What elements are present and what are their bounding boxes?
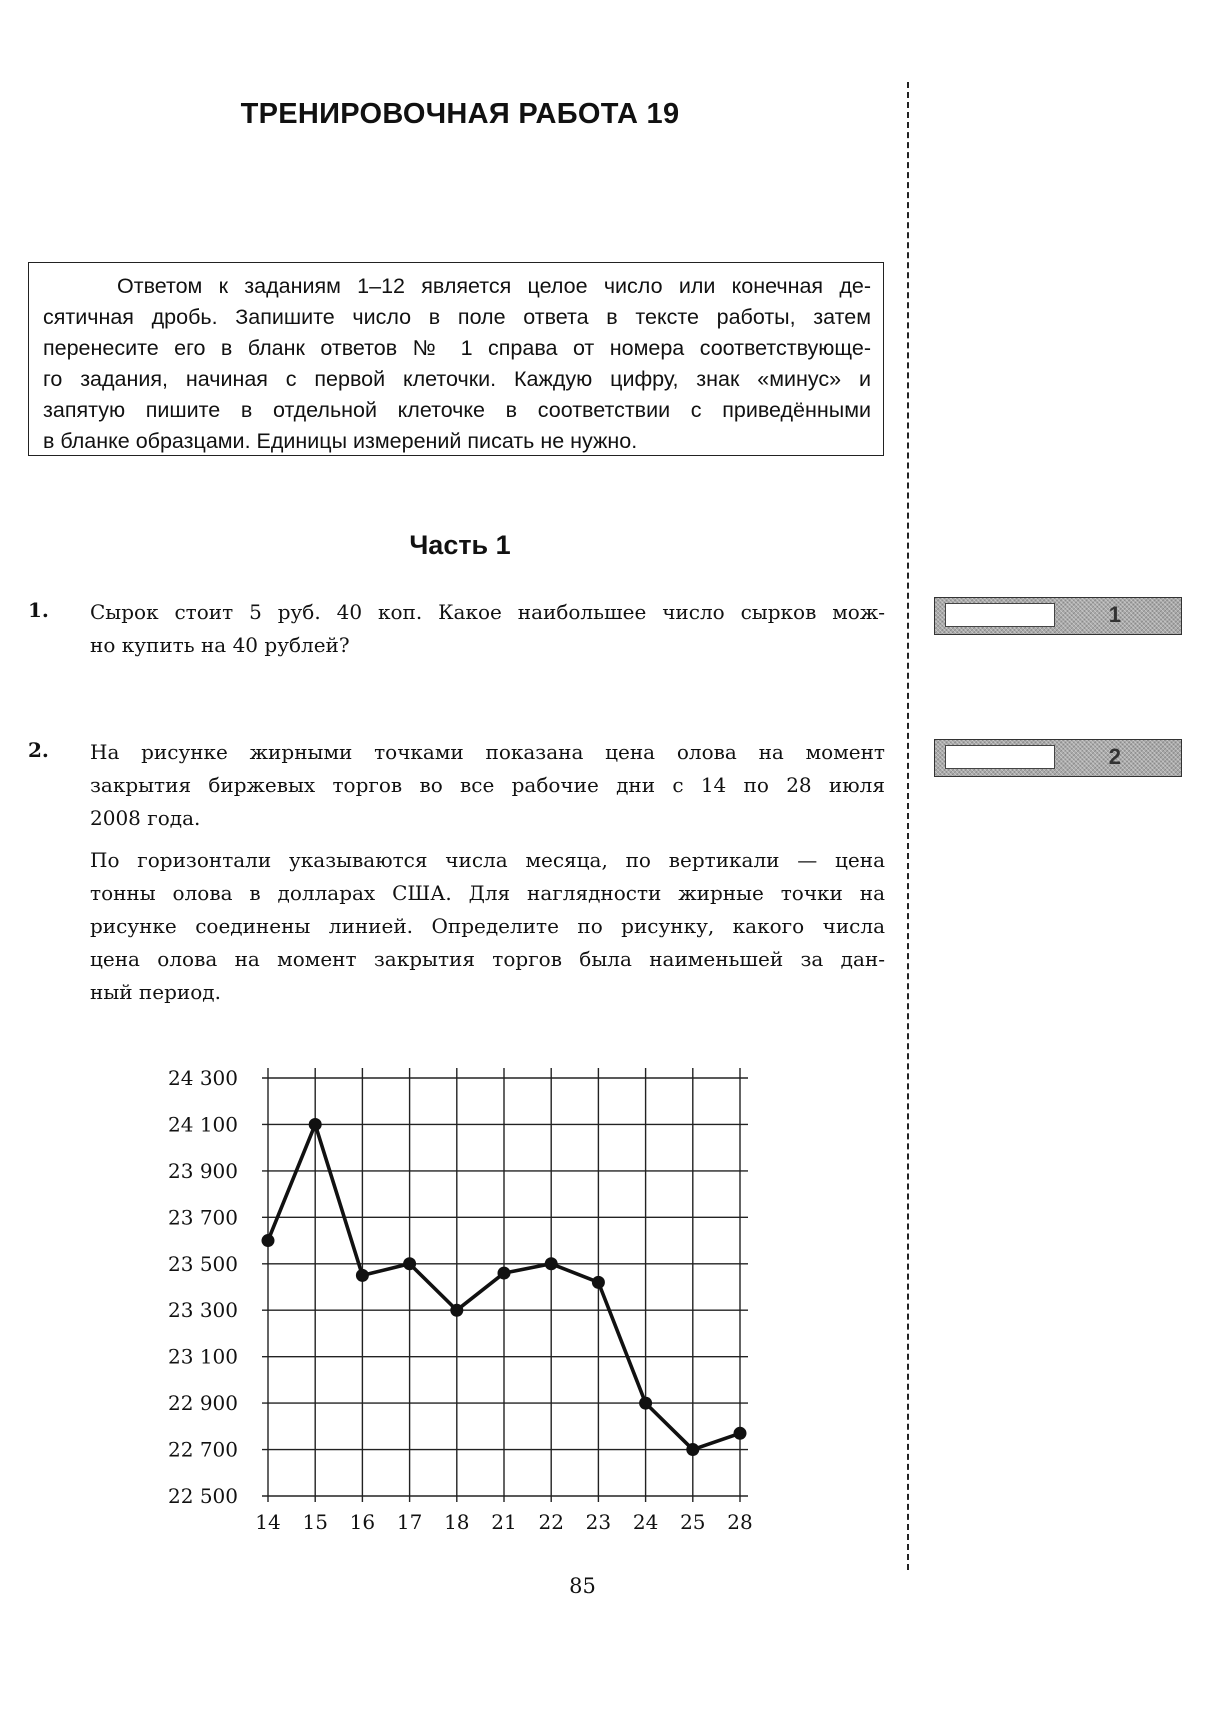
tin-price-chart bbox=[150, 1055, 760, 1545]
x-tick-label: 17 bbox=[396, 1510, 423, 1534]
y-tick-label: 24 300 bbox=[168, 1066, 238, 1090]
y-tick-label: 22 500 bbox=[168, 1484, 238, 1508]
y-tick-label: 23 900 bbox=[168, 1158, 238, 1183]
cut-line bbox=[907, 82, 909, 1570]
part-heading: Часть 1 bbox=[409, 530, 511, 560]
question-line: На рисунке жирными точками показана цена олова на момент bbox=[90, 740, 885, 764]
y-tick-label: 22 700 bbox=[168, 1437, 238, 1462]
x-tick-label: 16 bbox=[349, 1510, 376, 1534]
answer-number: 1 bbox=[1108, 602, 1121, 627]
instruction-line: запятую пишите в отдельной клеточке в соответствии с приведёнными bbox=[43, 398, 871, 422]
question-2-text-continued bbox=[90, 844, 885, 1009]
data-point bbox=[403, 1257, 416, 1270]
instruction-line: го задания, начиная с первой клеточки. Каждую цифру, знак «минус» и bbox=[43, 367, 871, 391]
instruction-line: в бланке образцами. Единицы измерений писать не нужно. bbox=[43, 429, 638, 453]
y-tick-label: 23 700 bbox=[168, 1205, 238, 1230]
x-tick-label: 14 bbox=[255, 1510, 281, 1534]
data-point bbox=[450, 1304, 463, 1317]
question-line: тонны олова в долларах США. Для наглядности жирные точки на bbox=[90, 881, 885, 905]
answer-number: 2 bbox=[1108, 744, 1121, 769]
x-tick-label: 15 bbox=[302, 1510, 328, 1534]
data-point bbox=[262, 1234, 275, 1247]
instruction-line: перенесите его в бланк ответов № 1 справа от номера соответствующе- bbox=[43, 336, 871, 360]
page-title: ТРЕНИРОВОЧНАЯ РАБОТА 19 bbox=[240, 98, 680, 130]
question-line: По горизонтали указываются числа месяца, по вертикали — цена bbox=[90, 848, 885, 872]
question-line: Сырок стоит 5 руб. 40 коп. Какое наибольшее число сырков мож- bbox=[90, 600, 885, 624]
x-tick-label: 24 bbox=[632, 1510, 659, 1534]
x-tick-label: 25 bbox=[680, 1510, 706, 1534]
data-point bbox=[686, 1443, 699, 1456]
question-line: ный период. bbox=[90, 980, 221, 1004]
data-point bbox=[592, 1276, 605, 1289]
answer-input[interactable] bbox=[945, 745, 1055, 769]
question-2-text bbox=[90, 736, 885, 835]
data-point bbox=[545, 1257, 558, 1270]
y-tick-label: 23 100 bbox=[168, 1344, 238, 1369]
question-number: 2. bbox=[28, 738, 49, 762]
answer-field-2[interactable] bbox=[934, 739, 1182, 777]
page-number: 85 bbox=[569, 1574, 596, 1598]
answer-field-1[interactable] bbox=[934, 597, 1182, 635]
instruction-line: сятичная дробь. Запишите число в поле ответа в тексте работы, затем bbox=[43, 305, 871, 329]
instruction-line: Ответом к заданиям 1–12 является целое число или конечная де- bbox=[117, 274, 871, 298]
x-tick-label: 22 bbox=[538, 1510, 564, 1534]
data-point bbox=[734, 1427, 747, 1440]
question-line: 2008 года. bbox=[90, 806, 201, 830]
y-tick-label: 24 100 bbox=[168, 1112, 238, 1137]
x-tick-label: 23 bbox=[585, 1510, 612, 1534]
instructions-box bbox=[28, 262, 884, 456]
data-point bbox=[309, 1118, 322, 1131]
x-tick-label: 18 bbox=[444, 1510, 470, 1534]
data-point bbox=[498, 1267, 511, 1280]
question-line: цена олова на момент закрытия торгов была наименьшей за дан- bbox=[90, 947, 885, 971]
y-tick-label: 23 500 bbox=[168, 1251, 238, 1276]
data-point bbox=[356, 1269, 369, 1282]
answer-input[interactable] bbox=[945, 603, 1055, 627]
question-line: закрытия биржевых торгов во все рабочие дни с 14 по 28 июля bbox=[90, 773, 885, 797]
question-1-text bbox=[90, 596, 885, 662]
question-number: 1. bbox=[28, 598, 49, 622]
question-line: но купить на 40 рублей? bbox=[90, 633, 350, 657]
x-tick-label: 28 bbox=[727, 1510, 753, 1534]
y-tick-label: 22 900 bbox=[168, 1391, 238, 1416]
y-tick-label: 23 300 bbox=[168, 1298, 238, 1323]
question-line: рисунке соединены линией. Определите по рисунку, какого числа bbox=[90, 914, 885, 938]
x-tick-label: 21 bbox=[491, 1510, 517, 1534]
data-point bbox=[639, 1397, 652, 1410]
